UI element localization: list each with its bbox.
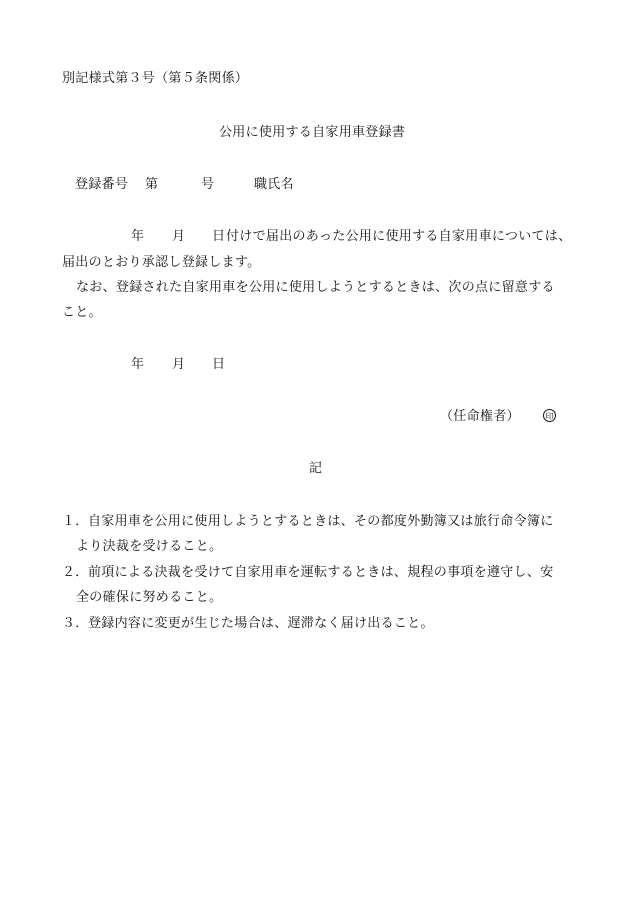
issue-month: 月	[172, 357, 186, 372]
registration-number-label: 登録番号	[75, 177, 129, 192]
ki-heading: 記	[309, 461, 323, 476]
item-text: 自家用車を公用に使用しようとするときは、その都度外勤簿又は旅行命令簿に	[88, 514, 554, 529]
appointing-authority-label: （任命権者）	[440, 409, 520, 424]
notification-date-line	[0, 230, 630, 246]
notice-text-line2: こと。	[62, 305, 102, 320]
item-number: １．	[62, 514, 89, 529]
item-text: 登録内容に変更が生じた場合は、遅滞なく届け出ること。	[88, 616, 434, 631]
item-number: ３．	[62, 616, 89, 631]
list-item	[0, 566, 630, 582]
registration-number-row	[0, 178, 630, 194]
list-item	[0, 617, 630, 633]
notice-text-line1: なお、登録された自家用車を公用に使用しようとするときは、次の点に留意する	[76, 280, 555, 295]
registration-go: 号	[201, 177, 215, 192]
issue-year: 年	[131, 357, 145, 372]
notification-day: 日	[212, 229, 226, 244]
issue-day: 日	[212, 357, 226, 372]
notification-year: 年	[131, 229, 145, 244]
item-text-continuation: より決裁を受けること。	[76, 539, 223, 554]
item-number: ２．	[62, 565, 89, 580]
official-name-label: 職氏名	[254, 177, 294, 192]
notification-month: 月	[172, 229, 186, 244]
document-title: 公用に使用する自家用車登録書	[219, 125, 406, 140]
item-text-continuation: 全の確保に努めること。	[76, 590, 223, 605]
notification-text: 付けで届出のあった公用に使用する自家用車については、	[226, 229, 572, 244]
issue-date-line	[0, 358, 630, 374]
approval-text: 届出のとおり承認し登録します。	[62, 255, 261, 270]
seal-mark: 印	[543, 409, 556, 422]
list-item	[0, 515, 630, 531]
form-label: 別記様式第３号（第５条関係）	[62, 71, 249, 86]
registration-dai: 第	[145, 177, 159, 192]
item-text: 前項による決裁を受けて自家用車を運転するときは、規程の事項を遵守し、安	[88, 565, 554, 580]
